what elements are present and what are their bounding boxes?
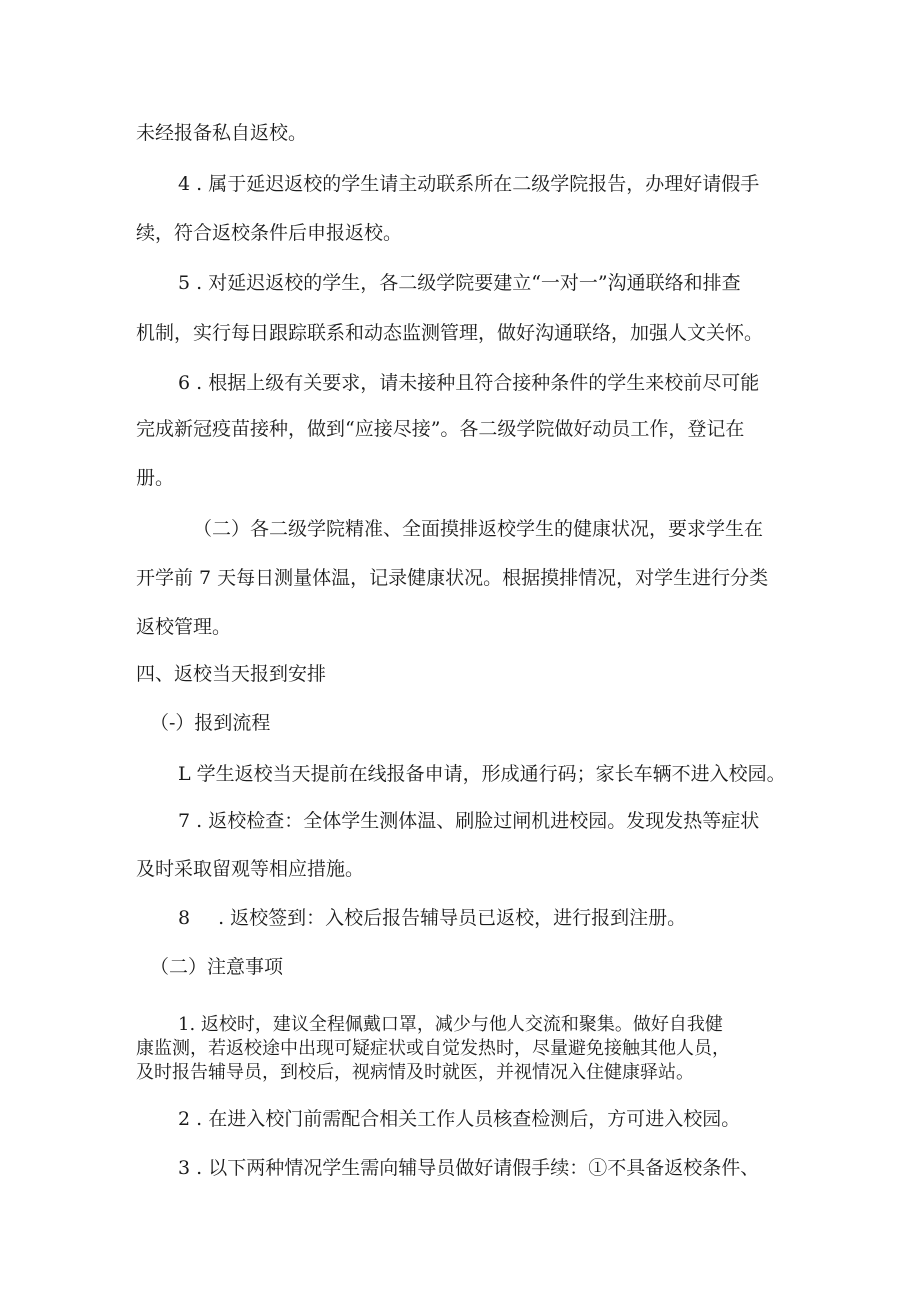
- paragraph-line: 6 . 根据上级有关要求，请未接种且符合接种条件的学生来校前尽可能: [178, 372, 760, 394]
- paragraph-line: 机制，实行每日跟踪联系和动态监测管理，做好沟通联络，加强人文关怀。: [136, 322, 764, 344]
- paragraph-line: 册。: [136, 467, 175, 489]
- paragraph-line: 7 . 返校检查：全体学生测体温、刷脸过闸机进校园。发现发热等症状: [178, 810, 760, 832]
- paragraph-line: （二）各二级学院精准、全面摸排返校学生的健康状况，要求学生在: [193, 518, 764, 540]
- paragraph-line: 3 . 以下两种情况学生需向辅导员做好请假手续：①不具备返校条件、: [178, 1157, 760, 1179]
- paragraph-line: L 学生返校当天提前在线报备申请，形成通行码；家长车辆不进入校园。: [178, 763, 786, 785]
- list-text: . 返校签到：入校后报告辅导员已返校，进行报到注册。: [218, 907, 687, 929]
- subsection-heading: （二）注意事项: [150, 956, 284, 978]
- paragraph-line: 开学前 7 天每日测量体温，记录健康状况。根据摸排情况，对学生进行分类: [136, 567, 769, 589]
- paragraph-line: 返校管理。: [136, 616, 232, 638]
- paragraph-line: 1. 返校时，建议全程佩戴口罩，减少与他人交流和聚集。做好自我健: [178, 1014, 723, 1035]
- paragraph-line: 康监测，若返校途中出现可疑症状或自觉发热时，尽量避免接触其他人员，: [136, 1038, 730, 1059]
- paragraph-line: 及时报告辅导员，到校后，视病情及时就医，并视情况入住健康驿站。: [136, 1062, 694, 1083]
- paragraph-line: 2 . 在进入校门前需配合相关工作人员核查检测后，方可进入校园。: [178, 1108, 741, 1130]
- section-heading: 四、返校当天报到安排: [136, 663, 327, 685]
- paragraph-line: [178, 906, 686, 930]
- paragraph-line: 完成新冠疫苗接种，做到“应接尽接”。各二级学院做好动员工作，登记在: [136, 418, 745, 440]
- paragraph-line: 及时采取留观等相应措施。: [136, 858, 365, 880]
- paragraph-line: 续，符合返校条件后申报返校。: [136, 222, 403, 244]
- paragraph-line: 5 . 对延迟返校的学生，各二级学院要建立“一对一”沟通联络和排查: [178, 272, 741, 294]
- list-number: 8: [178, 907, 191, 929]
- subsection-heading: （-）报到流程: [150, 712, 271, 734]
- paragraph-line: 未经报备私自返校。: [136, 122, 308, 144]
- paragraph-line: 4 . 属于延迟返校的学生请主动联系所在二级学院报告，办理好请假手: [178, 173, 760, 195]
